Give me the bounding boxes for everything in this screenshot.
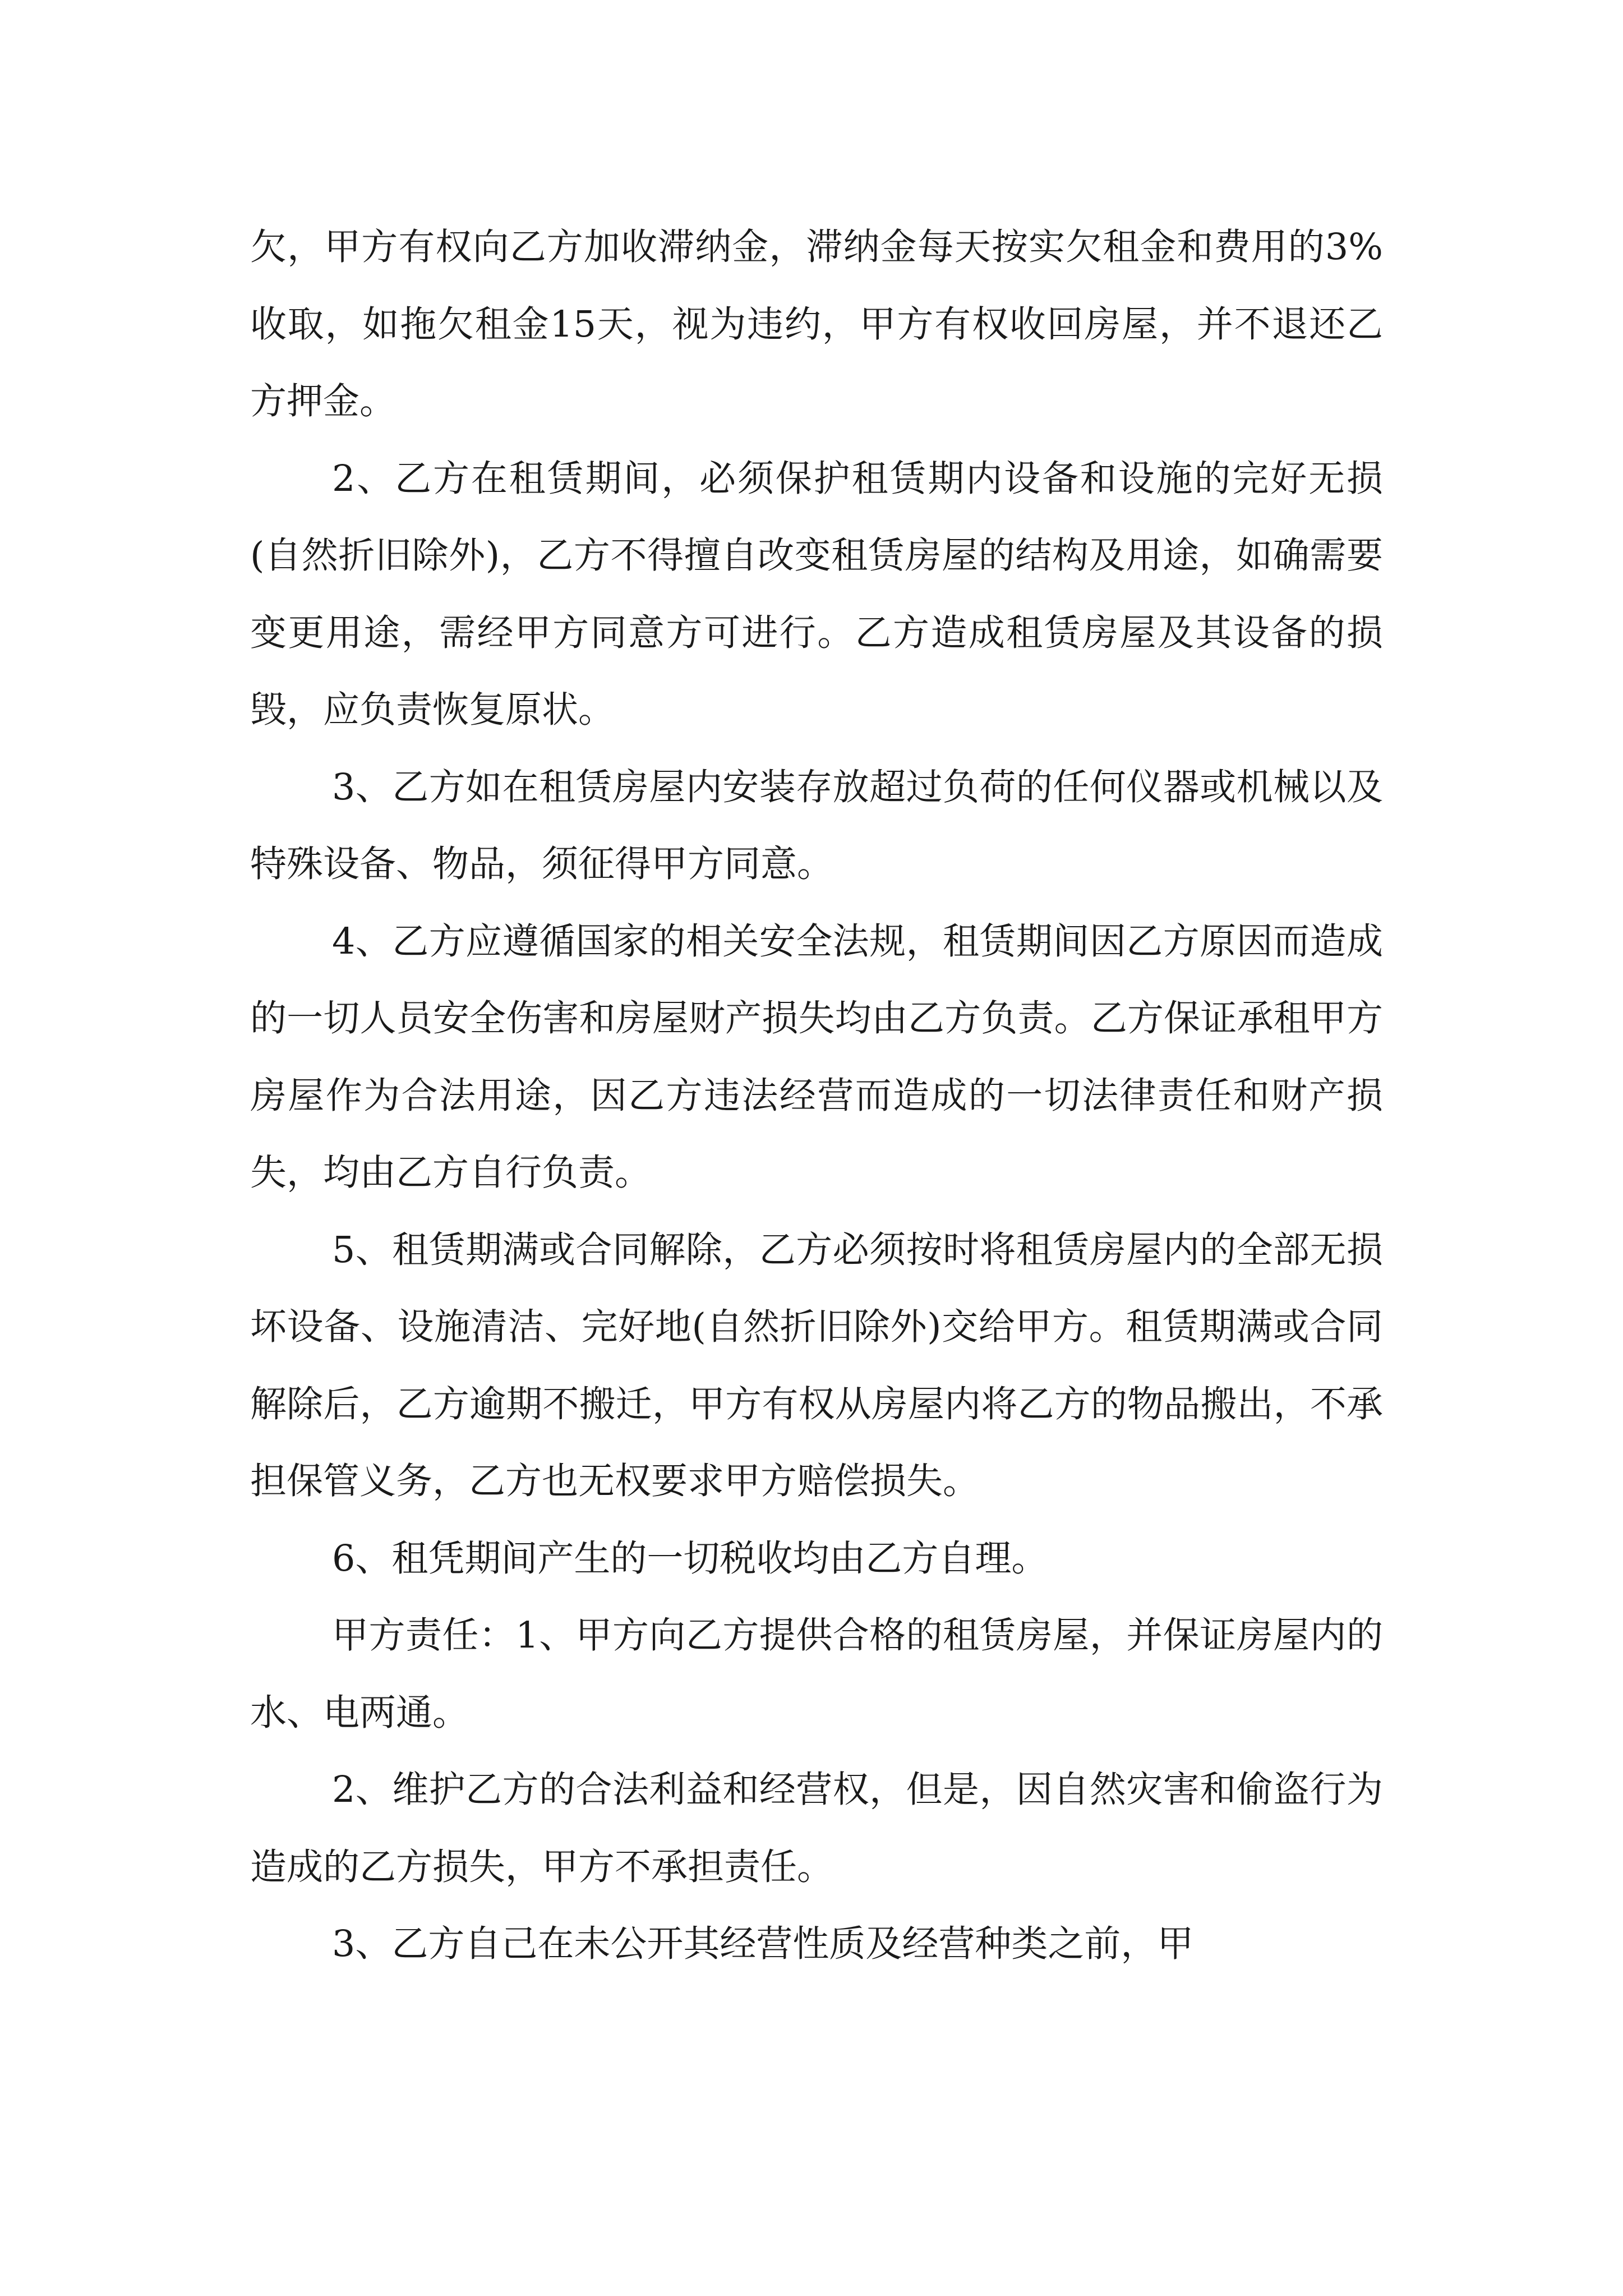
document-body: [250, 209, 1383, 1983]
paragraph-landlord-duty-2: 2、维护乙方的合法利益和经营权，但是，因自然灾害和偷盗行为造成的乙方损失，甲方不承担责任。: [250, 1769, 1383, 1888]
paragraph-landlord-duty-1: 甲方责任：1、甲方向乙方提供合格的租赁房屋，并保证房屋内的水、电两通。: [250, 1614, 1383, 1734]
paragraph-landlord-duty-3: 3、乙方自己在未公开其经营性质及经营种类之前，甲: [332, 1923, 1194, 1965]
paragraph-clause-5: 5、租赁期满或合同解除，乙方必须按时将租赁房屋内的全部无损坏设备、设施清洁、完好地(自然折旧除外)交给甲方。租赁期满或合同解除后，乙方逾期不搬迁，甲方有权从房屋内将乙方的物品搬出，不承担保管义务，乙方也无权要求甲方赔偿损失。: [250, 1228, 1383, 1502]
paragraph-continuation: 欠，甲方有权向乙方加收滞纳金，滞纳金每天按实欠租金和费用的3%收取，如拖欠租金15天，视为违约，甲方有权收回房屋，并不退还乙方押金。: [250, 226, 1383, 422]
paragraph-clause-3: 3、乙方如在租赁房屋内安装存放超过负荷的任何仪器或机械以及特殊设备、物品，须征得甲方同意。: [250, 766, 1383, 885]
paragraph-clause-4: 4、乙方应遵循国家的相关安全法规，租赁期间因乙方原因而造成的一切人员安全伤害和房屋财产损失均由乙方负责。乙方保证承租甲方房屋作为合法用途，因乙方违法经营而造成的一切法律责任和财产损失，均由乙方自行负责。: [250, 920, 1383, 1194]
paragraph-clause-2: 2、乙方在租赁期间，必须保护租赁期内设备和设施的完好无损(自然折旧除外)，乙方不得擅自改变租赁房屋的结构及用途，如确需要变更用途，需经甲方同意方可进行。乙方造成租赁房屋及其设备的损毁，应负责恢复原状。: [250, 457, 1383, 731]
paragraph-clause-6: 6、租凭期间产生的一切税收均由乙方自理。: [332, 1537, 1048, 1580]
